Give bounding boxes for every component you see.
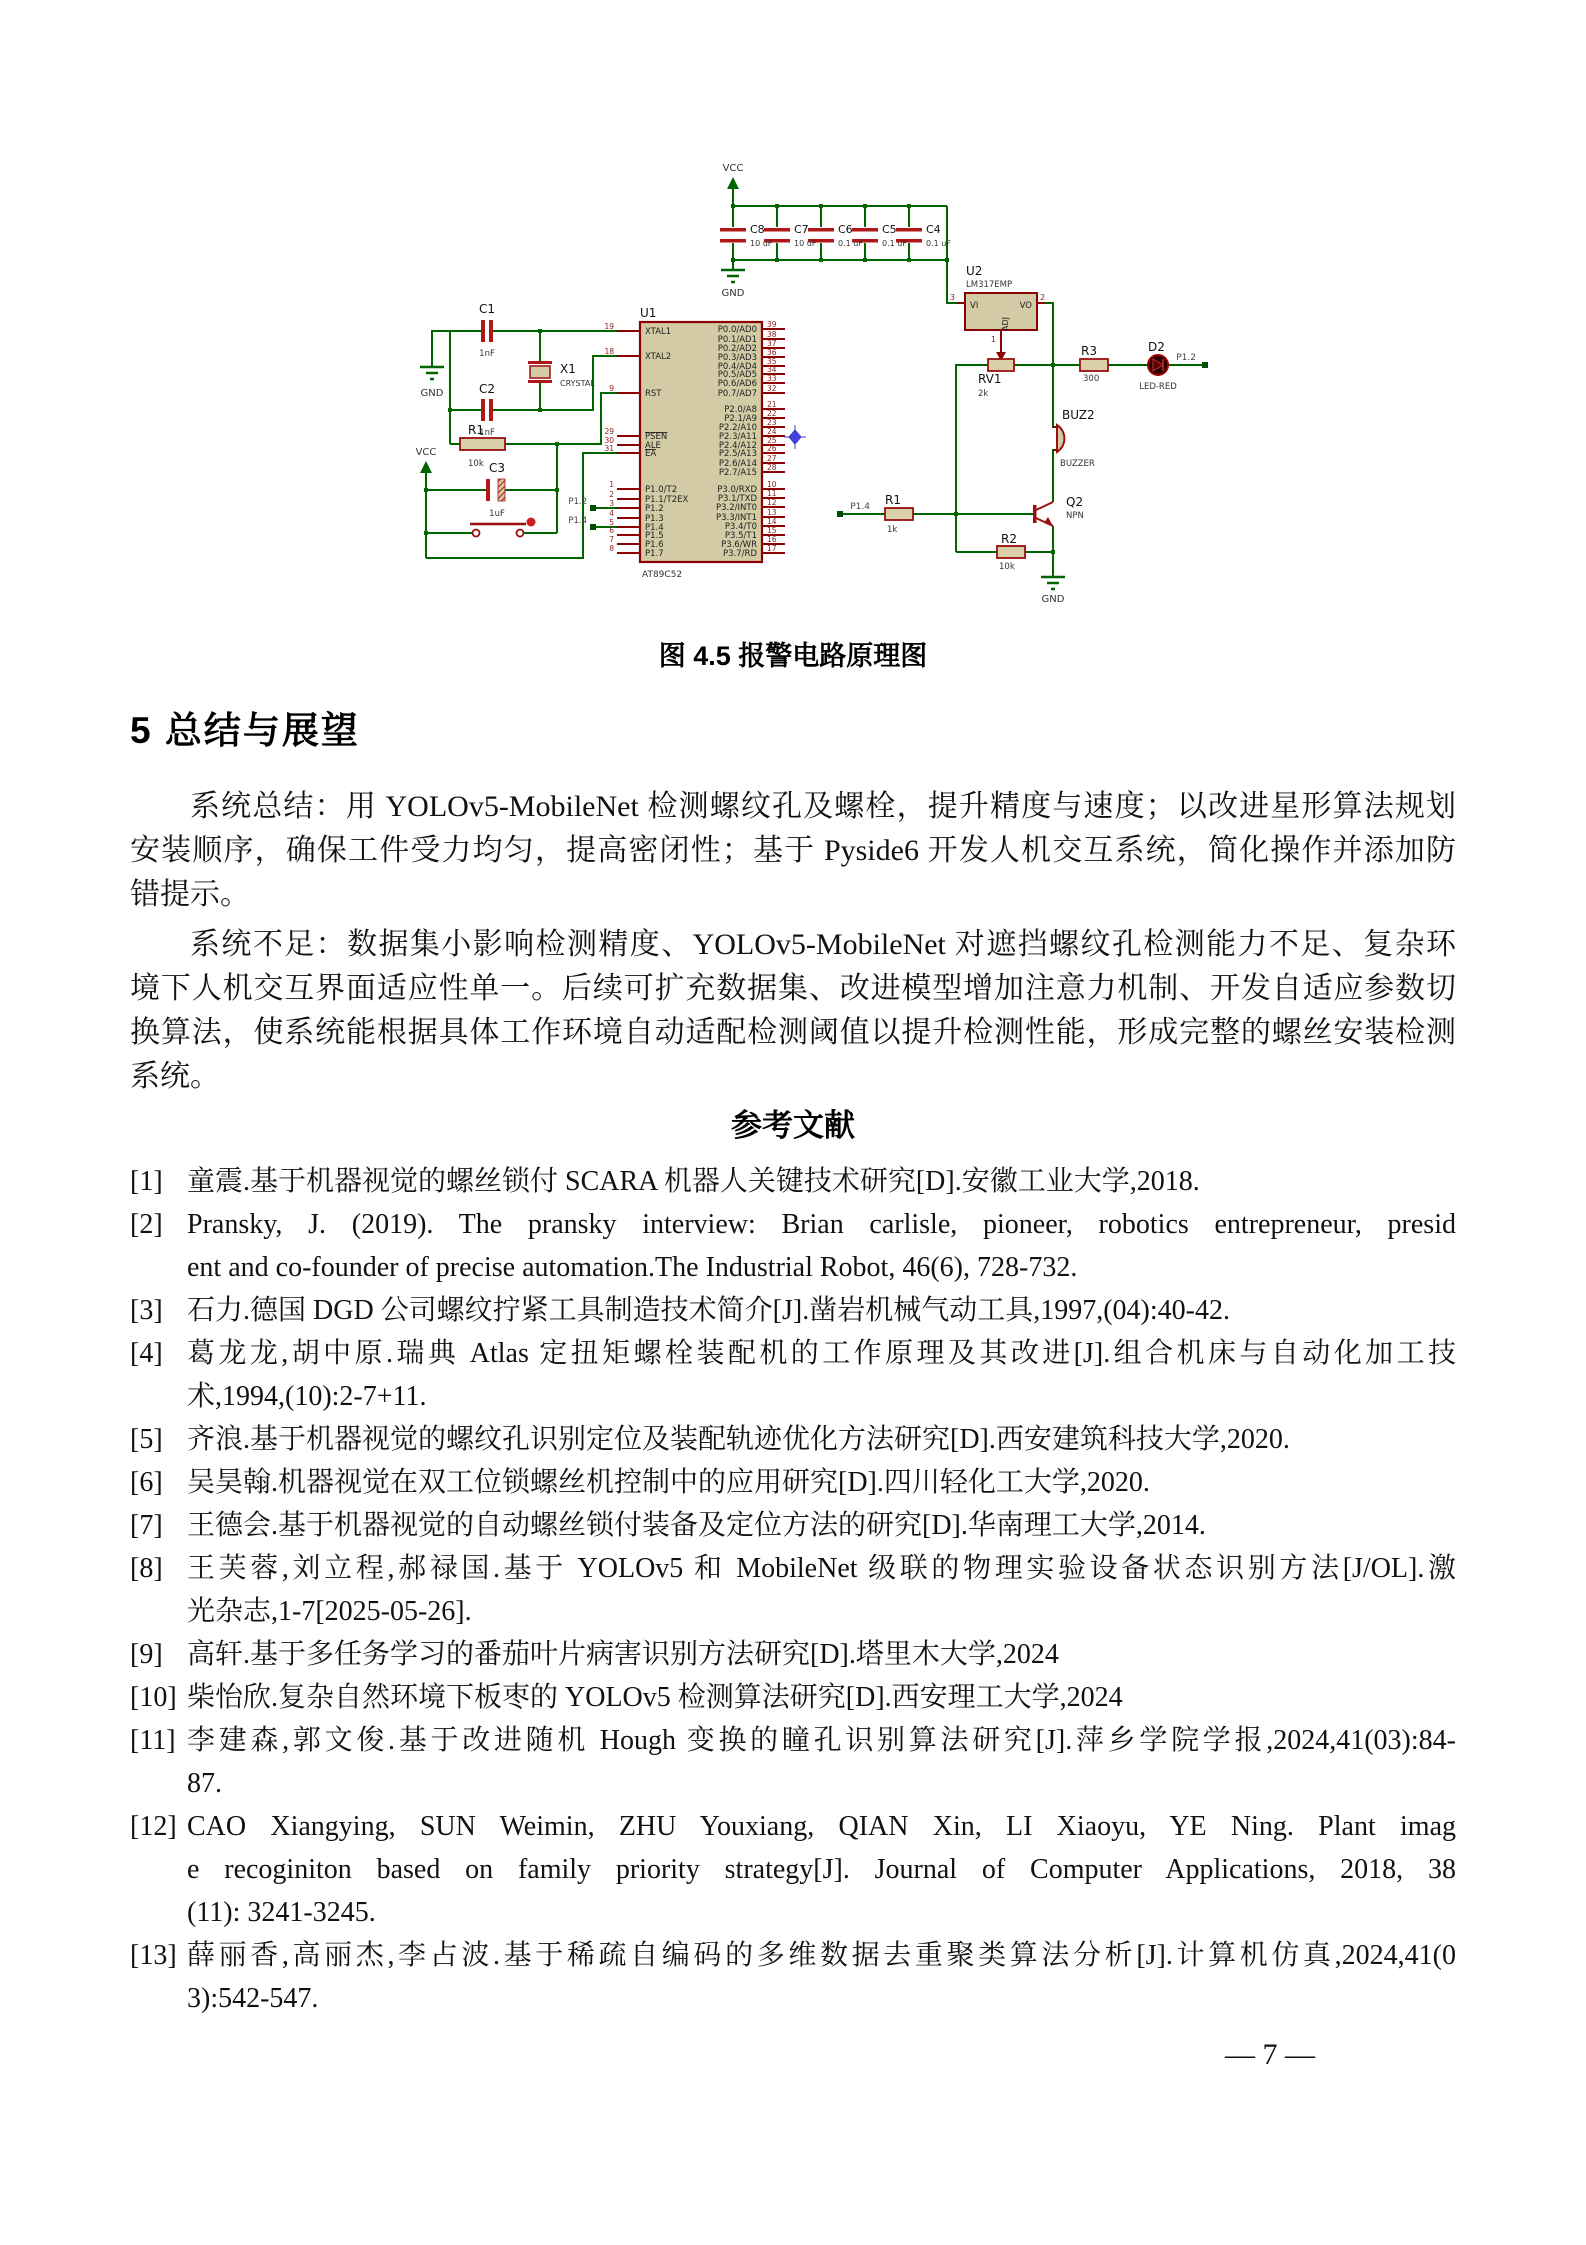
x1-ref-label: X1 [560,362,576,376]
gnd-top-label: GND [721,288,745,299]
u1-pin-name: P1.7 [645,549,664,559]
reference-marker: [11] [130,1725,176,1756]
reference-line: CAO Xiangying, SUN Weimin, ZHU Youxiang, QIAN Xin, LI Xiaoyu, YE Ning. Plant imag [187,1811,1456,1842]
u1-pin-name: P1.2 [645,504,664,514]
reference-item [130,1504,1456,1547]
reference-marker: [5] [130,1424,163,1455]
vcc-symbol-top [723,163,744,189]
reference-line: Pransky, J. (2019). The pransky interview: Brian carlisle, pioneer, robotics entrepreneur, presid [187,1209,1456,1240]
c4-ref-label: C4 [926,223,941,236]
reference-item [130,1547,1456,1633]
paragraph-line: 系统。 [130,1060,220,1093]
paragraph-line: 安装顺序，确保工件受力均匀，提高密闭性；基于 Pyside6 开发人机交互系统，简化操作并添加防 [130,834,1456,867]
p12-terminal-right [1202,362,1208,368]
reference-marker: [2] [130,1209,163,1240]
u1-pin-name: P1.6 [645,540,664,550]
c3-capacitor [486,461,505,519]
u1-pin-name: P0.7/AD7 [717,389,757,399]
u1-pin-number: 16 [767,535,777,544]
u1-pin-number: 15 [767,526,777,535]
u1-pin-name: P3.4/T0 [724,522,757,532]
u1-mcu [604,306,785,580]
u1-pin-number: 23 [767,418,777,427]
reference-line: 柴怡欣.复杂自然环境下板枣的 YOLOv5 检测算法研究[D].西安理工大学,2024 [187,1682,1123,1713]
u1-pin-number: 28 [767,463,777,472]
u1-pin-number: 10 [767,480,777,489]
c1-capacitor [479,302,495,359]
u2-ref-label: U2 [966,264,983,278]
r1-reset-value-label: 10k [468,459,484,469]
u2-part-label: LM317EMP [966,280,1013,290]
reference-line: ent and co-founder of precise automation.The Industrial Robot, 46(6), 728-732. [187,1252,1078,1283]
u1-pin-number: 25 [767,436,777,445]
u2-pin-number-3: 3 [949,293,955,302]
reference-line: 李建森,郭文俊.基于改进随机 Hough 变换的瞳孔识别算法研究[J].萍乡学院学报,2024,41(03):84- [187,1725,1456,1756]
u1-pin-number: 4 [609,509,614,518]
reference-marker: [3] [130,1295,163,1326]
reference-line: e recoginiton based on family priority strategy[J]. Journal of Computer Applications, 2018, 38 [187,1854,1456,1885]
u1-pin-name: P1.0/T2 [645,485,678,495]
q2-transistor [1033,495,1084,526]
u1-pin-name: P2.4/A12 [718,441,757,451]
u1-pin-name: P0.1/AD1 [717,335,757,345]
r2-value-label: 10k [999,562,1015,572]
figure-4-5-schematic [280,105,1230,615]
u1-pin-name: P2.3/A11 [718,432,757,442]
reference-line: (11): 3241-3245. [187,1897,376,1928]
u2-pin-number-2: 2 [1040,293,1046,302]
r3-ref-label: R3 [1081,344,1097,358]
u1-pin-name: P0.5/AD5 [717,370,757,380]
p12-terminal-chip [590,505,596,511]
u1-pin-name: P1.4 [645,523,664,533]
reference-marker: [6] [130,1467,163,1498]
u1-pin-number: 30 [604,436,614,445]
p14-net-label-chip: P1.4 [568,516,587,526]
p14-terminal-right [837,511,843,517]
c2-value-label: 1nF [479,428,495,438]
reference-item [130,1633,1456,1676]
u2-pin-vo: VO [1019,301,1032,311]
u1-pin-name: P0.4/AD4 [717,362,757,372]
u2-pin-vi: VI [970,301,979,311]
u1-pin-name: P2.5/A13 [718,449,757,459]
gnd-symbol-top [721,270,745,282]
reference-marker: [4] [130,1338,163,1369]
reference-marker: [9] [130,1639,163,1670]
buz2-buzzer [1053,408,1095,469]
reference-item [130,1719,1456,1805]
reference-line: 87. [187,1768,222,1799]
p14-net-label-right: P1.4 [850,502,870,512]
buz2-value-label: BUZZER [1060,459,1095,469]
reference-line: 高轩.基于多任务学习的番茄叶片病害识别方法研究[D].塔里木大学,2024 [187,1639,1059,1670]
reference-item [130,1934,1456,2020]
u1-pin-number: 6 [609,526,614,535]
c7-ref-label: C7 [794,223,809,236]
u1-pin-name: P2.1/A9 [724,414,757,424]
p12-net-label-right: P1.2 [1176,353,1196,363]
r1-base-value-label: 1k [887,525,898,535]
reference-item [130,1160,1456,1203]
paragraph-line: 系统总结：用 YOLOv5-MobileNet 检测螺纹孔及螺栓，提升精度与速度；以改进星形算法规划 [190,790,1456,823]
u1-pin-name: P1.5 [645,531,664,541]
reference-marker: [1] [130,1166,163,1197]
reference-line: 石力.德国 DGD 公司螺纹拧紧工具制造技术简介[J].凿岩机械气动工具,1997,(04):40-42. [187,1295,1230,1326]
reference-marker: [10] [130,1682,177,1713]
reference-marker: [12] [130,1811,177,1842]
figure-caption: 图 4.5 报警电路原理图 [658,641,928,671]
u1-pin-number: 2 [609,490,614,499]
c8-ref-label: C8 [750,223,765,236]
c5-ref-label: C5 [882,223,897,236]
gnd-right-label: GND [1041,594,1065,605]
u1-pin-name: P0.3/AD3 [717,353,757,363]
u1-pin-number: 12 [767,498,777,507]
u1-pin-number: 37 [767,339,777,348]
u1-pin-name: P0.2/AD2 [717,344,757,354]
d2-value-label: LED-RED [1139,382,1177,392]
u1-pin-name: ALE [645,441,661,451]
reference-line: 齐浪.基于机器视觉的螺纹孔识别定位及装配轨迹优化方法研究[D].西安建筑科技大学,2020. [187,1424,1290,1455]
paragraph-line: 错提示。 [130,878,250,911]
rv1-potentiometer [978,345,1014,399]
paragraph-line: 系统不足：数据集小影响检测精度、YOLOv5-MobileNet 对遮挡螺纹孔检测能力不足、复杂环 [190,928,1456,961]
reference-line: 薛丽香,高丽杰,李占波.基于稀疏自编码的多维数据去重聚类算法分析[J].计算机仿真,2024,41(0 [187,1940,1456,1971]
u1-pin-name: P1.3 [645,514,664,524]
u1-pin-name: PSEN [645,432,668,442]
u1-pin-number: 31 [604,444,614,453]
x1-crystal [528,361,595,388]
u1-pin-number: 17 [767,544,777,553]
u1-pin-name: RST [645,389,662,399]
c7-value-label: 10 uF [794,239,817,248]
x1-value-label: CRYSTAL [560,379,595,388]
u1-pin-name: XTAL2 [645,352,672,362]
u1-pin-number: 32 [767,384,777,393]
reference-item [130,1203,1456,1289]
origin-marker-icon [784,425,806,449]
u1-pin-name: EA [645,449,657,459]
r1-base-resistor [885,493,913,535]
u1-pin-number: 35 [767,357,777,366]
r2-resistor [997,532,1025,572]
u1-pin-number: 9 [609,384,614,393]
body-text [130,785,1456,1105]
reference-line: 3):542-547. [187,1983,319,2014]
u1-pin-number: 26 [767,444,777,453]
r2-ref-label: R2 [1001,532,1017,546]
q2-value-label: NPN [1066,511,1084,521]
u1-pin-number: 3 [609,499,614,508]
u1-pin-name: P2.0/A8 [724,405,757,415]
c8-value-label: 10 uF [750,239,773,248]
u1-pin-number: 11 [767,489,777,498]
paragraph-summary [130,785,1456,917]
u1-pin-number: 13 [767,508,777,517]
r1-base-ref-label: R1 [885,493,901,507]
c3-value-label: 1uF [489,509,505,519]
reference-item [130,1332,1456,1418]
reference-item [130,1418,1456,1461]
u1-pin-number: 1 [609,480,614,489]
u1-pin-number: 8 [609,544,614,553]
u1-pin-number: 7 [609,535,614,544]
u1-pin-number: 39 [767,320,777,329]
u1-pin-number: 5 [609,518,614,527]
u1-pin-name: P2.6/A14 [718,459,757,469]
q2-ref-label: Q2 [1066,495,1084,509]
r3-value-label: 300 [1083,374,1100,384]
c3-ref-label: C3 [488,461,506,475]
u2-pin-number-1: 1 [990,335,996,344]
rv1-value-label: 2k [978,389,989,399]
r3-resistor [1080,344,1108,384]
reference-line: 光杂志,1-7[2025-05-26]. [187,1596,472,1627]
c6-value-label: 0.1 uF [838,239,863,248]
section-heading: 5 总结与展望 [130,710,360,751]
reference-line: 术,1994,(10):2-7+11. [187,1381,427,1412]
u1-pin-number: 21 [767,400,777,409]
u1-pin-name: P3.1/TXD [717,494,757,504]
gnd-symbol-right [1041,577,1065,589]
u1-pin-number: 24 [767,427,777,436]
u1-pin-number: 14 [767,517,777,526]
reference-line: 童震.基于机器视觉的螺丝锁付 SCARA 机器人关键技术研究[D].安徽工业大学,2018. [187,1166,1200,1197]
paragraph-shortcomings [130,923,1456,1099]
page-number: — 7 — [1225,2038,1315,2071]
u1-pin-name: P3.0/RXD [717,485,757,495]
reference-item [130,1805,1456,1934]
u1-pin-name: P3.3/INT1 [716,513,757,523]
vcc-top-label: VCC [722,163,744,174]
u1-pin-number: 34 [767,365,777,374]
gnd-symbol-left [420,367,444,379]
u1-pin-number: 29 [604,427,614,436]
paragraph-line: 境下人机交互界面适应性单一。后续可扩充数据集、改进模型增加注意力机制、开发自适应参数切 [130,972,1456,1005]
u1-pin-number: 18 [604,347,614,356]
references-list [130,1160,1456,2020]
u1-pin-number: 27 [767,454,777,463]
d2-ref-label: D2 [1148,340,1165,354]
u1-pin-name: P0.0/AD0 [717,325,757,335]
c6-ref-label: C6 [838,223,853,236]
c2-ref-label: C2 [478,382,496,396]
rv1-ref-label: RV1 [978,372,1002,386]
reference-line: 王德会.基于机器视觉的自动螺丝锁付装备及定位方法的研究[D].华南理工大学,2014. [187,1510,1206,1541]
c1-ref-label: C1 [478,302,496,316]
u1-pin-number: 22 [767,409,777,418]
gnd-left-label: GND [420,388,444,399]
vcc-symbol-left [416,447,437,473]
reference-line: 王芙蓉,刘立程,郝禄国.基于 YOLOv5 和 MobileNet 级联的物理实验设备状态识别方法[J/OL].激 [187,1553,1456,1584]
reference-marker: [7] [130,1510,163,1541]
reference-marker: [8] [130,1553,163,1584]
references-heading: 参考文献 [731,1108,855,1143]
u1-pin-name: XTAL1 [645,327,672,337]
vcc-left-label: VCC [415,447,437,458]
p14-terminal-chip [590,524,596,530]
u1-pin-name: P2.2/A10 [718,423,757,433]
u1-pin-name: P3.5/T1 [724,531,757,541]
u1-pin-name: P2.7/A15 [718,468,757,478]
u2-pin-adj: ADJ [1001,317,1010,331]
reference-item [130,1461,1456,1504]
buz2-ref-label: BUZ2 [1062,408,1095,422]
c1-value-label: 1nF [479,349,495,359]
paragraph-line: 换算法，使系统能根据具体工作环境自动适配检测阈值以提升检测性能，形成完整的螺丝安装检测 [130,1016,1456,1049]
u2-regulator [950,264,1045,345]
c4-value-label: 0.1 uF [926,239,951,248]
u1-ref-label: U1 [640,306,657,320]
u1-pin-name: P3.6/WR [721,540,757,550]
u1-pin-name: P0.6/AD6 [717,379,757,389]
reference-item [130,1289,1456,1332]
reference-marker: [13] [130,1940,177,1971]
u1-part-label: AT89C52 [642,570,683,580]
r1-reset-ref-label: R1 [468,423,484,437]
u1-pin-name: P3.2/INT0 [716,503,757,513]
u1-pin-number: 33 [767,374,777,383]
circuit-schematic-svg [280,105,1230,615]
reference-line: 吴昊翰.机器视觉在双工位锁螺丝机控制中的应用研究[D].四川轻化工大学,2020. [187,1467,1150,1498]
reference-line: 葛龙龙,胡中原.瑞典 Atlas 定扭矩螺栓装配机的工作原理及其改进[J].组合机床与自动化加工技 [187,1338,1456,1369]
u1-pin-name: P3.7/RD [723,549,757,559]
u1-pin-number: 19 [604,322,614,331]
u1-pin-number: 36 [767,348,777,357]
p12-net-label-chip: P1.2 [568,497,587,507]
u1-pin-number: 38 [767,330,777,339]
u1-pin-name: P1.1/T2EX [645,495,689,505]
reference-item [130,1676,1456,1719]
c5-value-label: 0.1 uF [882,239,907,248]
